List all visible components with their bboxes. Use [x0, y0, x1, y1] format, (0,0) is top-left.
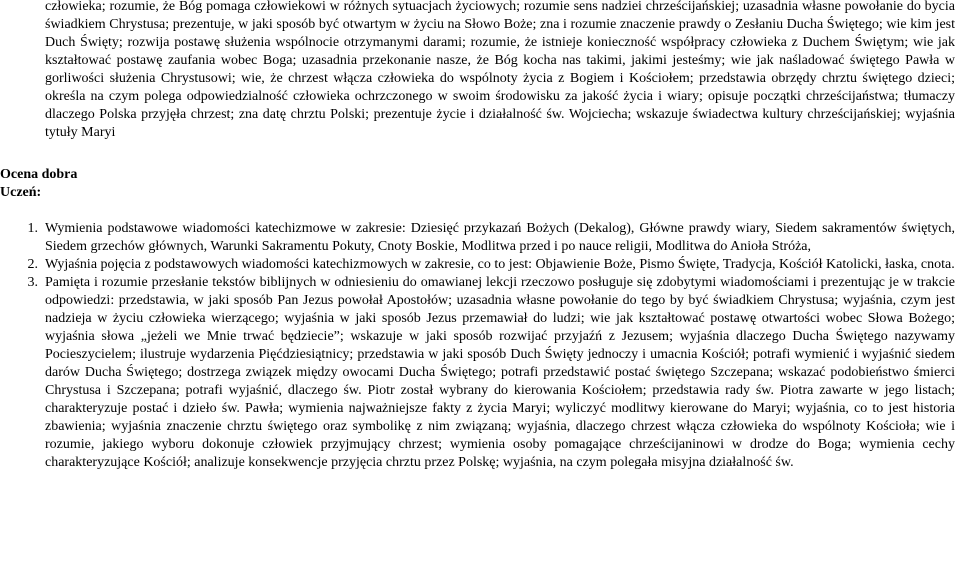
- list-item-text: Pamięta i rozumie przesłanie tekstów biblijnych w odniesieniu do omawianej lekcji rzeczowo posługuje się zdobytymi wiadomościami i prezentując je w trakcie odpowiedzi: przedstawia, w jaki sposób Pan Jezus powołał Apostołów; uzasadnia własne powołanie do tego by być świadkiem Chrystusa; wyjaśnia, czym jest nadzieja w życiu człowieka wierzącego; wyjaśnia w jaki sposób Jezus przemawiał do ludzi; wie jak kształtować postawę otwartości wobec Słowa Bożego; wyjaśnia słowa „jeżeli we Mnie trwać będziecie”; wskazuje w jaki sposób rozwijać przyjaźń z Jezusem; wyjaśnia dlaczego Ducha Świętego nazywamy Pocieszycielem; ilustruje wydarzenia Pięćdziesiątnicy; przedstawia w jaki sposób Duch Święty jednoczy i umacnia Kościół; potrafi wymienić i wyjaśnić siedem darów Ducha Świętego; dostrzega związek między owocami Ducha Świętego; potrafi przedstawić postać świętego Szczepana; wskazać podobieństwo śmierci Chrystusa i Szczepana; potrafi wyjaśnić, dlaczego św. Piotr został wybrany do kierowania Kościołem; przedstawia rady św. Piotra zawarte w jego listach; charakteryzuje postać i dzieło św. Pawła; wymienia najważniejsze fakty z życia Maryi; wyliczyć modlitwy kierowane do Maryi; wyjaśnia, co to jest historia zbawienia; wyjaśnia znaczenie chrztu świętego oraz symbolikę z nim związaną; wyjaśnia, dlaczego chrzest włącza człowieka do wspólnoty Kościoła; wie i rozumie, jakiego wyboru dokonuje człowiek przyjmujący chrzest; wymienia osoby pomagające chrześcijaninowi w drodze do Boga; wymienia cechy charakteryzujące Kościół; analizuje konsekwencje przyjęcia chrztu przez Polskę; wyjaśnia, na czym polegała misyjna działalność św.: [45, 275, 955, 470]
- list-item-number: 3.: [27, 275, 38, 290]
- list-item-number: 2.: [27, 257, 38, 272]
- list-item-text: Wymienia podstawowe wiadomości katechizmowe w zakresie: Dziesięć przykazań Bożych (Dekalog), Główne prawdy wiary, Siedem sakramentów świętych, Siedem grzechów głównych, Warunki Sakramentu Pokuty, Cnoty Boskie, Modlitwa przed i po nauce religii, Modlitwa do Anioła Stróża,: [45, 221, 955, 254]
- intro-paragraph: człowieka; rozumie, że Bóg pomaga człowiekowi w różnych sytuacjach życiowych; rozumie sens nadziei chrześcijańskiej; uzasadnia własne powołanie do bycia świadkiem Chrystusa; prezentuje, w jaki sposób być otwartym w życiu na Słowo Boże; zna i rozumie znaczenie prawdy o Zesłaniu Ducha Świętego; wie kim jest Duch Święty; rozwija postawę służenia wspólnocie otrzymanymi darami; rozumie, że istnieje konieczność współpracy człowieka z Duchem Świętym; wie jak kształtować postawę zaufania wobec Boga; uzasadnia przekonanie nasze, że Bóg kocha nas takimi, jakimi jesteśmy; wie jak naśladować świętego Pawła w gorliwości służenia Chrystusowi; wie, że chrzest włącza człowieka do wspólnoty życia z Bogiem i Kościołem; przedstawia obrzędy chrztu świętego dzieci; określa na czym polega odpowiedzialność człowieka ochrzczonego w swoim środowisku za jakość życia i wiary; opisuje początki chrześcijaństwa; tłumaczy dlaczego Polska przyjęła chrzest; zna datę chrztu Polski; prezentuje życie i działalność św. Wojciecha; wskazuje świadectwa kultury chrześcijańskiej; wyjaśnia tytuły Maryi: [45, 0, 955, 140]
- list-item: [0, 220, 960, 256]
- list-item-text: Wyjaśnia pojęcia z podstawowych wiadomości katechizmowych w zakresie, co to jest: Objawienie Boże, Pismo Święte, Tradycja, Kościół Katolicki, łaska, cnota.: [45, 257, 955, 272]
- grade-heading-block: [0, 166, 960, 202]
- list-item: [0, 274, 960, 472]
- student-heading: Uczeń:: [0, 185, 42, 200]
- list-item: [0, 256, 960, 274]
- list-item-number: 1.: [27, 221, 38, 236]
- grade-heading: Ocena dobra: [0, 167, 78, 182]
- requirements-list: [0, 220, 960, 472]
